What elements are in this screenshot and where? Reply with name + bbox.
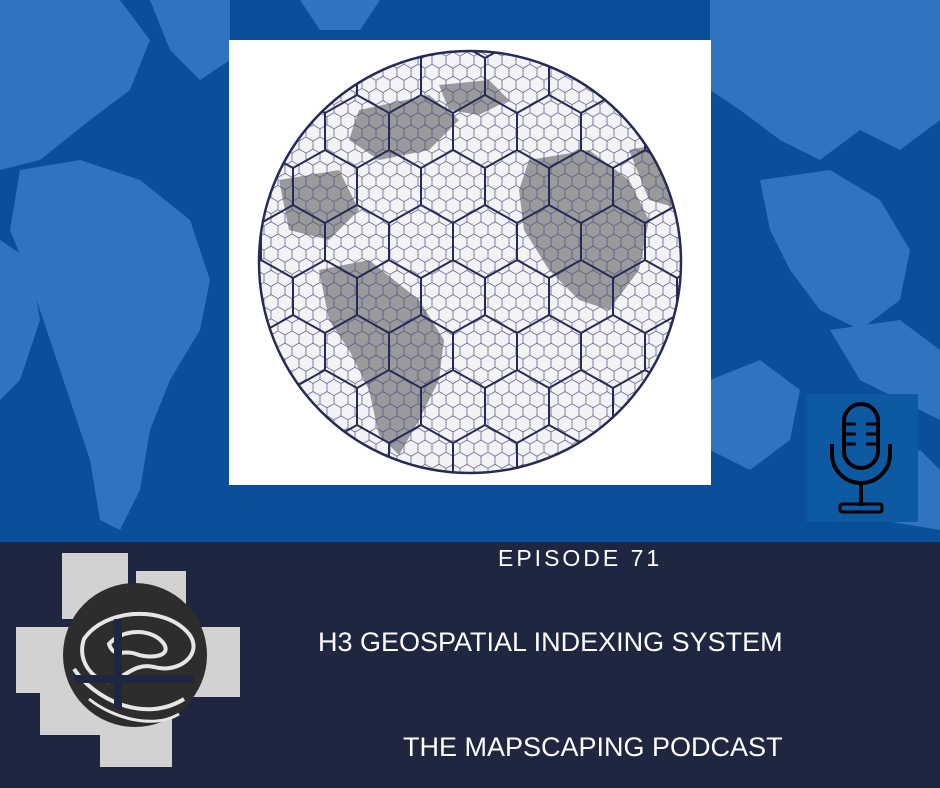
hexagon-globe-image <box>229 40 711 485</box>
podcast-name: THE MAPSCAPING PODCAST <box>403 732 783 762</box>
microphone-icon <box>806 394 918 522</box>
episode-label: EPISODE 71 <box>498 545 663 571</box>
globe-illustration <box>229 40 711 485</box>
logo-icon <box>14 549 244 771</box>
episode-title: H3 GEOSPATIAL INDEXING SYSTEM <box>318 627 783 657</box>
